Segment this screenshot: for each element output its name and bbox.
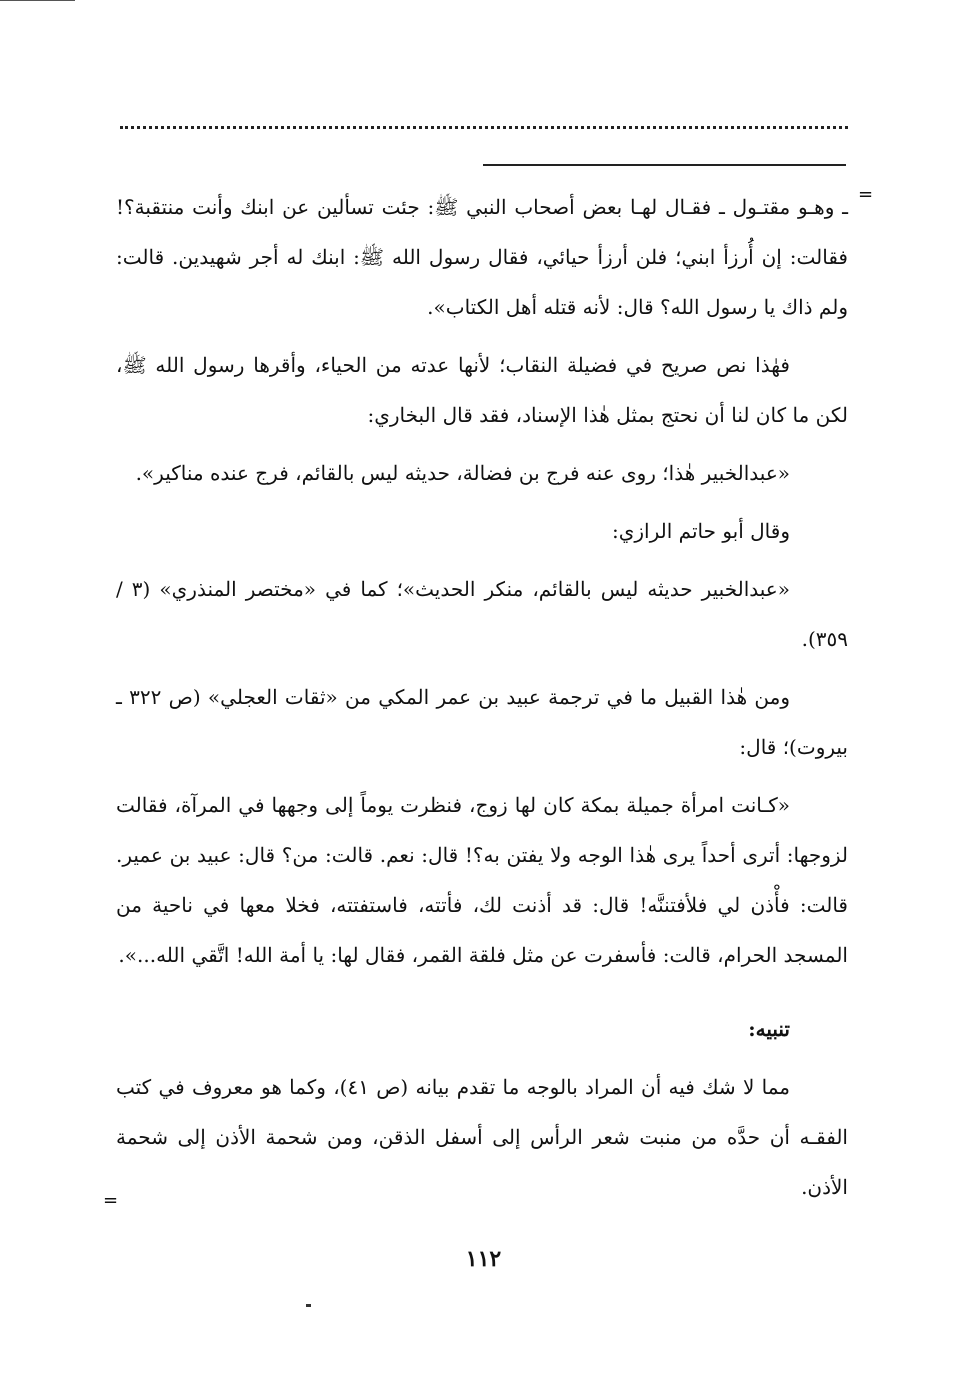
continuation-mark-bottom: =: [103, 1190, 119, 1211]
body-paragraph: ومن هٰذا القبيل ما في ترجمة عبيد بن عمر المكي من «ثقات العجلي» (ص ٣٢٢ ـ بيروت)؛ قال:: [116, 685, 848, 759]
quotation-paragraph: «كـانت امرأة جميلة بمكة كان لها زوج، فنظرت يوماً إلى وجهها في المرآة، فقالت لزوجها: أترى أحداً يرى هٰذا الوجه ولا يفتن به؟! قال: نعم. قالت: من؟ قال: عبيد بن عمير. قالت: فأْذن لي فلأفتننَّه! قال: قد أذنت لك، فأتته، فاستفتته، فخلا معها في ناحية من المسجد الحرام، قالت: فأسفرت عن مثل فلقة القمر، فقال لها: يا أمة الله! اتَّقي الله...».: [116, 793, 848, 967]
footnote-separator-rule: [483, 164, 846, 166]
section-heading: تنبيه:: [748, 1017, 790, 1041]
footnote-continuation: ـ وهـو مقتـول ـ فقـال لهـا بعض أصحاب النبي ﷺ: جئت تسألين عن ابنك وأنت منتقبة؟! فقالت: إن أُرزأ ابني؛ فلن أرزأ حيائي، فقال رسول الله ﷺ: ابنك له أجر شهيدين. قالت: ولم ذاك يا رسول الله؟ قال: لأنه قتله أهل الكتاب».: [116, 195, 848, 319]
continuation-mark-top: =: [858, 184, 874, 205]
header-dotted-rule: [120, 126, 848, 129]
body-paragraph: مما لا شك فيه أن المراد بالوجه ما تقدم بيانه (ص ٤١)، وكما هو معروف في كتب الفقـه أن حدَّه من منبت شعر الرأس إلى أسفل الذقن، ومن شحمة الأذن إلى شحمة الأذن.: [116, 1075, 848, 1199]
scan-edge-line: [0, 0, 75, 1]
scan-speck: [306, 1304, 311, 1307]
page-number: ١١٢: [465, 1246, 502, 1272]
page-body: [116, 182, 848, 1212]
quotation-paragraph: «عبدالخبير هٰذا؛ روى عنه فرج بن فضالة، حديثه ليس بالقائم، فرج عنده مناكير».: [135, 461, 790, 485]
body-paragraph: فهٰذا نص صريح في فضيلة النقاب؛ لأنها عدته من الحياء، وأقرها رسول الله ﷺ، لكن ما كان لنا أن نحتج بمثل هٰذا الإسناد، فقد قال البخاري:: [116, 353, 848, 427]
body-paragraph: وقال أبو حاتم الرازي:: [612, 519, 790, 543]
quotation-paragraph: «عبدالخبير حديثه ليس بالقائم، منكر الحديث»؛ كما في «مختصر المنذري» (٣ / ٣٥٩).: [116, 577, 848, 651]
